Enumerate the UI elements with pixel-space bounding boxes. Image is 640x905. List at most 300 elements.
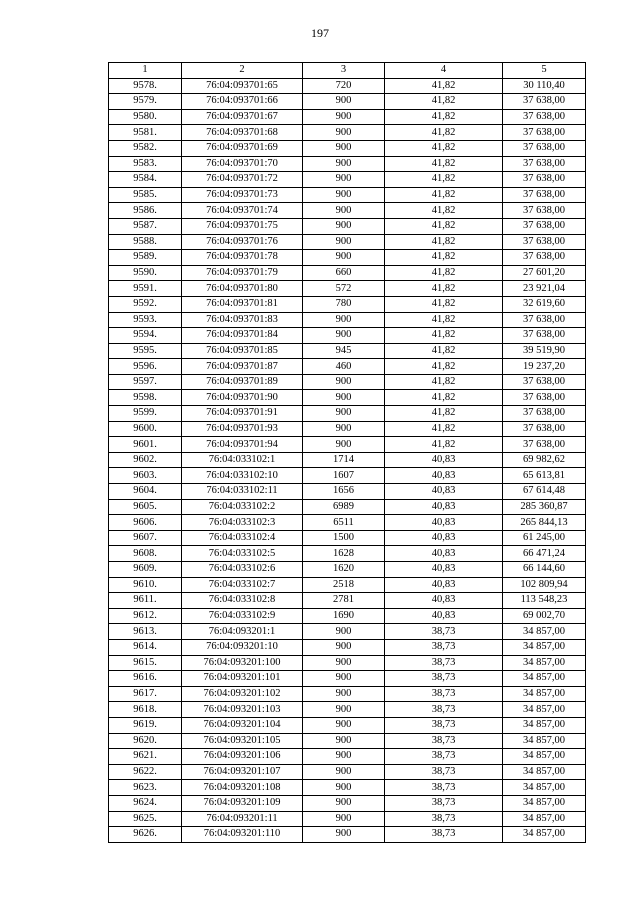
area-cell: 900: [303, 686, 385, 702]
row-number-cell: 9582.: [109, 140, 182, 156]
table-row: [109, 780, 586, 796]
rate-cell: 38,73: [385, 780, 503, 796]
cadastral-number-cell: 76:04:093201:110: [182, 827, 303, 843]
amount-cell: 37 638,00: [503, 156, 586, 172]
rate-cell: 41,82: [385, 172, 503, 188]
table-row: [109, 218, 586, 234]
area-cell: 900: [303, 717, 385, 733]
table-row: [109, 671, 586, 687]
amount-cell: 27 601,20: [503, 265, 586, 281]
area-cell: 2518: [303, 577, 385, 593]
table-row: [109, 593, 586, 609]
area-cell: 1656: [303, 484, 385, 500]
row-number-cell: 9606.: [109, 515, 182, 531]
table-row: [109, 187, 586, 203]
amount-cell: 66 471,24: [503, 546, 586, 562]
area-cell: 900: [303, 811, 385, 827]
table-row: [109, 312, 586, 328]
rate-cell: 40,83: [385, 562, 503, 578]
header-row: [109, 63, 586, 79]
area-cell: 900: [303, 109, 385, 125]
rate-cell: 38,73: [385, 624, 503, 640]
amount-cell: 37 638,00: [503, 250, 586, 266]
area-cell: 945: [303, 343, 385, 359]
row-number-cell: 9602.: [109, 452, 182, 468]
table-body: [109, 78, 586, 842]
area-cell: 1690: [303, 608, 385, 624]
amount-cell: 34 857,00: [503, 780, 586, 796]
rate-cell: 38,73: [385, 749, 503, 765]
cadastral-number-cell: 76:04:033102:8: [182, 593, 303, 609]
cadastral-number-cell: 76:04:093201:11: [182, 811, 303, 827]
amount-cell: 32 619,60: [503, 296, 586, 312]
column-header-2: 2: [182, 63, 303, 79]
data-table: [108, 62, 586, 843]
area-cell: 1500: [303, 530, 385, 546]
rate-cell: 41,82: [385, 78, 503, 94]
rate-cell: 38,73: [385, 671, 503, 687]
table-row: [109, 281, 586, 297]
rate-cell: 41,82: [385, 94, 503, 110]
area-cell: 780: [303, 296, 385, 312]
rate-cell: 41,82: [385, 421, 503, 437]
amount-cell: 34 857,00: [503, 811, 586, 827]
amount-cell: 34 857,00: [503, 717, 586, 733]
row-number-cell: 9615.: [109, 655, 182, 671]
cadastral-number-cell: 76:04:033102:4: [182, 530, 303, 546]
table-row: [109, 811, 586, 827]
table-row: [109, 437, 586, 453]
table-row: [109, 343, 586, 359]
area-cell: 900: [303, 312, 385, 328]
column-header-1: 1: [109, 63, 182, 79]
table-row: [109, 109, 586, 125]
cadastral-number-cell: 76:04:093201:10: [182, 639, 303, 655]
rate-cell: 38,73: [385, 717, 503, 733]
table-row: [109, 156, 586, 172]
cadastral-number-cell: 76:04:093701:78: [182, 250, 303, 266]
amount-cell: 34 857,00: [503, 733, 586, 749]
rate-cell: 40,83: [385, 530, 503, 546]
rate-cell: 40,83: [385, 484, 503, 500]
cadastral-number-cell: 76:04:093701:91: [182, 406, 303, 422]
table-row: [109, 265, 586, 281]
rate-cell: 38,73: [385, 827, 503, 843]
rate-cell: 40,83: [385, 515, 503, 531]
row-number-cell: 9621.: [109, 749, 182, 765]
rate-cell: 41,82: [385, 406, 503, 422]
row-number-cell: 9599.: [109, 406, 182, 422]
table-row: [109, 686, 586, 702]
table-row: [109, 562, 586, 578]
area-cell: 900: [303, 125, 385, 141]
cadastral-number-cell: 76:04:093701:73: [182, 187, 303, 203]
row-number-cell: 9581.: [109, 125, 182, 141]
cadastral-number-cell: 76:04:093201:102: [182, 686, 303, 702]
cadastral-number-cell: 76:04:093201:100: [182, 655, 303, 671]
table-row: [109, 655, 586, 671]
table-row: [109, 406, 586, 422]
cadastral-number-cell: 76:04:093201:101: [182, 671, 303, 687]
amount-cell: 34 857,00: [503, 624, 586, 640]
rate-cell: 40,83: [385, 577, 503, 593]
table-row: [109, 624, 586, 640]
area-cell: 720: [303, 78, 385, 94]
table-row: [109, 78, 586, 94]
amount-cell: 285 360,87: [503, 499, 586, 515]
area-cell: 1628: [303, 546, 385, 562]
amount-cell: 265 844,13: [503, 515, 586, 531]
row-number-cell: 9578.: [109, 78, 182, 94]
area-cell: 900: [303, 624, 385, 640]
amount-cell: 34 857,00: [503, 827, 586, 843]
amount-cell: 37 638,00: [503, 172, 586, 188]
area-cell: 900: [303, 702, 385, 718]
rate-cell: 41,82: [385, 328, 503, 344]
table-row: [109, 733, 586, 749]
amount-cell: 113 548,23: [503, 593, 586, 609]
table-row: [109, 702, 586, 718]
cadastral-number-cell: 76:04:033102:1: [182, 452, 303, 468]
amount-cell: 61 245,00: [503, 530, 586, 546]
area-cell: 1620: [303, 562, 385, 578]
rate-cell: 41,82: [385, 343, 503, 359]
row-number-cell: 9622.: [109, 764, 182, 780]
area-cell: 900: [303, 733, 385, 749]
cadastral-number-cell: 76:04:093201:103: [182, 702, 303, 718]
column-header-3: 3: [303, 63, 385, 79]
area-cell: 900: [303, 780, 385, 796]
table-row: [109, 717, 586, 733]
amount-cell: 66 144,60: [503, 562, 586, 578]
cadastral-number-cell: 76:04:093701:74: [182, 203, 303, 219]
amount-cell: 37 638,00: [503, 421, 586, 437]
cadastral-number-cell: 76:04:033102:2: [182, 499, 303, 515]
area-cell: 900: [303, 671, 385, 687]
rate-cell: 41,82: [385, 250, 503, 266]
rate-cell: 38,73: [385, 655, 503, 671]
amount-cell: 37 638,00: [503, 218, 586, 234]
rate-cell: 40,83: [385, 468, 503, 484]
table-row: [109, 499, 586, 515]
rate-cell: 41,82: [385, 156, 503, 172]
row-number-cell: 9584.: [109, 172, 182, 188]
cadastral-number-cell: 76:04:093701:80: [182, 281, 303, 297]
rate-cell: 41,82: [385, 140, 503, 156]
amount-cell: 37 638,00: [503, 374, 586, 390]
page-number: 197: [311, 26, 329, 40]
rate-cell: 41,82: [385, 359, 503, 375]
rate-cell: 40,83: [385, 608, 503, 624]
area-cell: 1607: [303, 468, 385, 484]
table-row: [109, 452, 586, 468]
row-number-cell: 9596.: [109, 359, 182, 375]
row-number-cell: 9590.: [109, 265, 182, 281]
area-cell: 572: [303, 281, 385, 297]
table-row: [109, 140, 586, 156]
row-number-cell: 9610.: [109, 577, 182, 593]
rate-cell: 38,73: [385, 811, 503, 827]
column-header-5: 5: [503, 63, 586, 79]
table-row: [109, 608, 586, 624]
amount-cell: 69 002,70: [503, 608, 586, 624]
area-cell: 900: [303, 250, 385, 266]
rate-cell: 38,73: [385, 686, 503, 702]
amount-cell: 67 614,48: [503, 484, 586, 500]
area-cell: 6511: [303, 515, 385, 531]
table-row: [109, 172, 586, 188]
amount-cell: 30 110,40: [503, 78, 586, 94]
row-number-cell: 9616.: [109, 671, 182, 687]
area-cell: 900: [303, 749, 385, 765]
area-cell: 900: [303, 328, 385, 344]
amount-cell: 37 638,00: [503, 390, 586, 406]
amount-cell: 37 638,00: [503, 203, 586, 219]
amount-cell: 34 857,00: [503, 686, 586, 702]
area-cell: 900: [303, 639, 385, 655]
amount-cell: 102 809,94: [503, 577, 586, 593]
cadastral-number-cell: 76:04:033102:3: [182, 515, 303, 531]
row-number-cell: 9624.: [109, 795, 182, 811]
cadastral-number-cell: 76:04:093701:67: [182, 109, 303, 125]
rate-cell: 38,73: [385, 764, 503, 780]
table-row: [109, 468, 586, 484]
cadastral-number-cell: 76:04:093701:76: [182, 234, 303, 250]
rate-cell: 41,82: [385, 296, 503, 312]
area-cell: 660: [303, 265, 385, 281]
rate-cell: 40,83: [385, 593, 503, 609]
rate-cell: 41,82: [385, 281, 503, 297]
table-row: [109, 203, 586, 219]
area-cell: 900: [303, 437, 385, 453]
area-cell: 2781: [303, 593, 385, 609]
rate-cell: 41,82: [385, 234, 503, 250]
cadastral-number-cell: 76:04:093201:104: [182, 717, 303, 733]
row-number-cell: 9595.: [109, 343, 182, 359]
cadastral-number-cell: 76:04:093701:89: [182, 374, 303, 390]
rate-cell: 41,82: [385, 109, 503, 125]
row-number-cell: 9625.: [109, 811, 182, 827]
cadastral-number-cell: 76:04:093701:68: [182, 125, 303, 141]
rate-cell: 38,73: [385, 795, 503, 811]
table-row: [109, 764, 586, 780]
rate-cell: 41,82: [385, 437, 503, 453]
cadastral-number-cell: 76:04:093201:107: [182, 764, 303, 780]
table-row: [109, 328, 586, 344]
row-number-cell: 9613.: [109, 624, 182, 640]
row-number-cell: 9611.: [109, 593, 182, 609]
rate-cell: 40,83: [385, 452, 503, 468]
rate-cell: 38,73: [385, 733, 503, 749]
rate-cell: 38,73: [385, 639, 503, 655]
cadastral-number-cell: 76:04:093701:70: [182, 156, 303, 172]
row-number-cell: 9604.: [109, 484, 182, 500]
cadastral-number-cell: 76:04:093701:81: [182, 296, 303, 312]
row-number-cell: 9589.: [109, 250, 182, 266]
rate-cell: 41,82: [385, 390, 503, 406]
rate-cell: 41,82: [385, 187, 503, 203]
area-cell: 900: [303, 94, 385, 110]
row-number-cell: 9619.: [109, 717, 182, 733]
amount-cell: 34 857,00: [503, 749, 586, 765]
area-cell: 900: [303, 172, 385, 188]
cadastral-number-cell: 76:04:093201:108: [182, 780, 303, 796]
table-row: [109, 795, 586, 811]
cadastral-number-cell: 76:04:093701:75: [182, 218, 303, 234]
cadastral-number-cell: 76:04:033102:10: [182, 468, 303, 484]
table-row: [109, 577, 586, 593]
table-row: [109, 250, 586, 266]
cadastral-number-cell: 76:04:093701:87: [182, 359, 303, 375]
amount-cell: 37 638,00: [503, 125, 586, 141]
area-cell: 900: [303, 218, 385, 234]
cadastral-number-cell: 76:04:033102:6: [182, 562, 303, 578]
amount-cell: 34 857,00: [503, 764, 586, 780]
area-cell: 900: [303, 156, 385, 172]
area-cell: 900: [303, 203, 385, 219]
table-row: [109, 827, 586, 843]
table-row: [109, 515, 586, 531]
rate-cell: 40,83: [385, 546, 503, 562]
row-number-cell: 9620.: [109, 733, 182, 749]
row-number-cell: 9587.: [109, 218, 182, 234]
row-number-cell: 9579.: [109, 94, 182, 110]
cadastral-number-cell: 76:04:093701:65: [182, 78, 303, 94]
row-number-cell: 9618.: [109, 702, 182, 718]
row-number-cell: 9623.: [109, 780, 182, 796]
amount-cell: 37 638,00: [503, 187, 586, 203]
table-row: [109, 530, 586, 546]
cadastral-number-cell: 76:04:093701:90: [182, 390, 303, 406]
amount-cell: 34 857,00: [503, 655, 586, 671]
table-row: [109, 421, 586, 437]
amount-cell: 37 638,00: [503, 140, 586, 156]
row-number-cell: 9617.: [109, 686, 182, 702]
amount-cell: 37 638,00: [503, 109, 586, 125]
table-row: [109, 639, 586, 655]
column-header-4: 4: [385, 63, 503, 79]
row-number-cell: 9612.: [109, 608, 182, 624]
cadastral-number-cell: 76:04:093701:72: [182, 172, 303, 188]
row-number-cell: 9626.: [109, 827, 182, 843]
amount-cell: 34 857,00: [503, 671, 586, 687]
row-number-cell: 9614.: [109, 639, 182, 655]
row-number-cell: 9597.: [109, 374, 182, 390]
row-number-cell: 9598.: [109, 390, 182, 406]
rate-cell: 41,82: [385, 125, 503, 141]
row-number-cell: 9605.: [109, 499, 182, 515]
amount-cell: 37 638,00: [503, 94, 586, 110]
cadastral-number-cell: 76:04:033102:11: [182, 484, 303, 500]
cadastral-number-cell: 76:04:093201:109: [182, 795, 303, 811]
cadastral-number-cell: 76:04:093701:83: [182, 312, 303, 328]
area-cell: 900: [303, 406, 385, 422]
row-number-cell: 9601.: [109, 437, 182, 453]
row-number-cell: 9600.: [109, 421, 182, 437]
rate-cell: 41,82: [385, 312, 503, 328]
cadastral-number-cell: 76:04:093701:79: [182, 265, 303, 281]
amount-cell: 37 638,00: [503, 437, 586, 453]
amount-cell: 23 921,04: [503, 281, 586, 297]
table-row: [109, 296, 586, 312]
area-cell: 460: [303, 359, 385, 375]
amount-cell: 37 638,00: [503, 328, 586, 344]
cadastral-number-cell: 76:04:033102:9: [182, 608, 303, 624]
amount-cell: 37 638,00: [503, 234, 586, 250]
table-row: [109, 390, 586, 406]
cadastral-number-cell: 76:04:093701:66: [182, 94, 303, 110]
row-number-cell: 9592.: [109, 296, 182, 312]
cadastral-number-cell: 76:04:093201:1: [182, 624, 303, 640]
area-cell: 900: [303, 187, 385, 203]
table-row: [109, 94, 586, 110]
row-number-cell: 9603.: [109, 468, 182, 484]
cadastral-number-cell: 76:04:093201:106: [182, 749, 303, 765]
area-cell: 900: [303, 655, 385, 671]
amount-cell: 37 638,00: [503, 406, 586, 422]
cadastral-number-cell: 76:04:093701:84: [182, 328, 303, 344]
amount-cell: 69 982,62: [503, 452, 586, 468]
table-row: [109, 374, 586, 390]
rate-cell: 41,82: [385, 218, 503, 234]
row-number-cell: 9593.: [109, 312, 182, 328]
rate-cell: 40,83: [385, 499, 503, 515]
area-cell: 900: [303, 390, 385, 406]
row-number-cell: 9588.: [109, 234, 182, 250]
row-number-cell: 9586.: [109, 203, 182, 219]
rate-cell: 41,82: [385, 265, 503, 281]
table-header: [109, 63, 586, 79]
cadastral-number-cell: 76:04:093701:93: [182, 421, 303, 437]
row-number-cell: 9608.: [109, 546, 182, 562]
table-row: [109, 484, 586, 500]
cadastral-number-cell: 76:04:093701:85: [182, 343, 303, 359]
area-cell: 900: [303, 421, 385, 437]
row-number-cell: 9591.: [109, 281, 182, 297]
row-number-cell: 9594.: [109, 328, 182, 344]
amount-cell: 34 857,00: [503, 702, 586, 718]
rate-cell: 38,73: [385, 702, 503, 718]
cadastral-number-cell: 76:04:093701:94: [182, 437, 303, 453]
amount-cell: 34 857,00: [503, 639, 586, 655]
cadastral-number-cell: 76:04:093701:69: [182, 140, 303, 156]
amount-cell: 37 638,00: [503, 312, 586, 328]
row-number-cell: 9585.: [109, 187, 182, 203]
amount-cell: 65 613,81: [503, 468, 586, 484]
area-cell: 900: [303, 234, 385, 250]
table-row: [109, 125, 586, 141]
table-row: [109, 234, 586, 250]
area-cell: 900: [303, 374, 385, 390]
row-number-cell: 9609.: [109, 562, 182, 578]
cadastral-number-cell: 76:04:033102:5: [182, 546, 303, 562]
area-cell: 1714: [303, 452, 385, 468]
rate-cell: 41,82: [385, 203, 503, 219]
area-cell: 900: [303, 140, 385, 156]
area-cell: 900: [303, 764, 385, 780]
area-cell: 900: [303, 795, 385, 811]
amount-cell: 34 857,00: [503, 795, 586, 811]
table-row: [109, 546, 586, 562]
area-cell: 900: [303, 827, 385, 843]
cadastral-number-cell: 76:04:093201:105: [182, 733, 303, 749]
amount-cell: 39 519,90: [503, 343, 586, 359]
amount-cell: 19 237,20: [503, 359, 586, 375]
table-row: [109, 359, 586, 375]
row-number-cell: 9580.: [109, 109, 182, 125]
row-number-cell: 9583.: [109, 156, 182, 172]
cadastral-number-cell: 76:04:033102:7: [182, 577, 303, 593]
